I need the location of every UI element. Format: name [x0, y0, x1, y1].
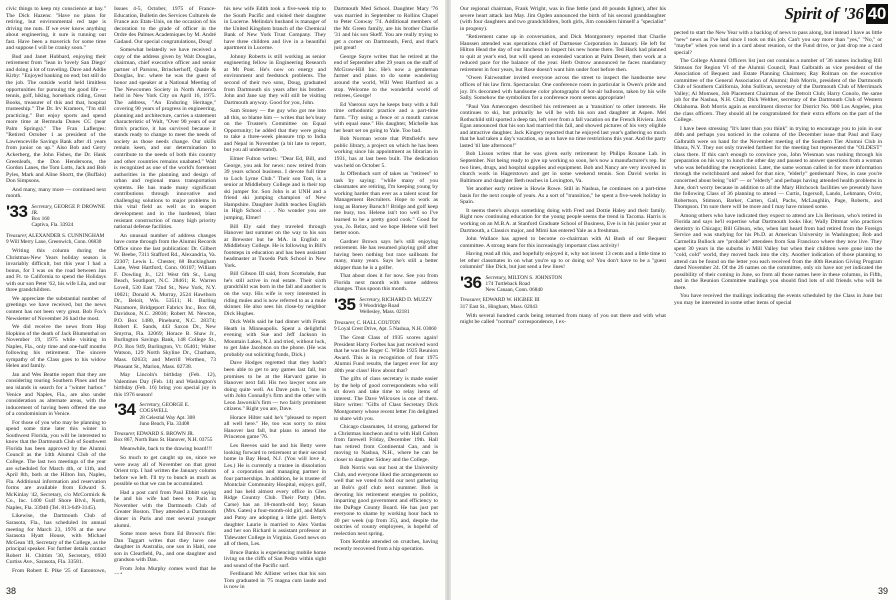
class-year: '34: [114, 400, 136, 420]
paragraph: We appreciate the substantial number of greetings we have received, but the news content has not been very great. Bob Fox's Newsletter of November 26 had the most.: [6, 295, 106, 322]
secretary-address-1: 174 Turtleback Road: [485, 280, 530, 287]
secretary-address-2: New Canaan, Conn. 06840: [485, 287, 543, 294]
paragraph: I have been stressing "It's later than you think" in trying to encourage you to join in our 40th and perhaps you noticed in the column of the December issue that Paul and Easy Galbraith were on hand for the November meeting of the Southern Tier Alumni Club in Ithaca, N.Y. They not only traveled farthest for the meeting but represented the "OLDEST" class there. If this can't enough to convince you, John Wiesman was rushing through his preparation on his way to lunch the other day and paused to answer questions from a woman who was befuddling the receptionist. Later, the same woman called in for more information through the switchboard and asked for that nice, "elderly" gentleman! Now, in case you're concerned about being "old" — or "elderly" and perhaps having attended health problems in June, don't worry because in addition to all the Mary Hitchcock facilities we presently have the following Class of 36 planning to attend — Curtis, Ingersoll, Lando, Lehmann, Ovitz, Robertson, Stimson, Barker, Carten, Gall, Pachs, McLaughlin, Page, Roberts, and Thompson. I'm sure there will be more and I may have missed some.: [674, 125, 882, 211]
treasurer-info: [460, 297, 666, 309]
left-column-4: [334, 6, 438, 594]
class-year: '36: [460, 272, 482, 292]
class-year: '33: [6, 201, 28, 221]
secretary-address-1: Box 160: [31, 216, 50, 223]
class-heading-1933: [6, 201, 106, 229]
paragraph: Bud and Janet Hubbard, enjoying their retirement from "lean in 'lovely San Diego' and doing a lot of traveling. Dave and Addie Kirby: "Enjoyed banking no end; but still do the job. The outside world held limitless opportunities for pursuing the good life — tennis, golf, hiking, horseback riding, Great Books, treasurer of this and that, hospital trusteeship." The Dr. Irv Kramers, "I'm still practicing." But enjoy sports and spend more time at Bermuda Dunes CC (near Palm Springs)." The Fran Laflerges: "Retired October 1 as president of the Lawrenceville Savings Bank after 41 years from junior on up." Also Bob and Gerry Ackerberg, the John Fishes, the Dr. Hank Greenleafs, the Don Hendersons, the Gordon Lanes, the Tom Lotts, Jack and Bob Pyles, Mark and Aline Shortt, the (Buffalo) Don Simpsons.: [6, 53, 106, 185]
paragraph: Had a post card from Paul Ebbitt saying he and his wife had been to Paris in November with the Dartmouth Club of Greater Boston. They attended a Dartmouth dinner in Paris and met several younger alumni.: [114, 489, 216, 529]
paragraph: It seems there's always something doing with Fred and Dottie Haley and their family. Right now continuing education for the young people seems the trend in Tacoma. Harris is working on an M.B.A. at Stanford Graduate School of Business, Eve is in his junior year at Dartmouth, a Classics major, and Mimi has entered Yale as a freshman.: [460, 207, 666, 234]
treasurer-name: ALEXANDER S. CUNNINGHAM: [28, 232, 105, 239]
paragraph: Sam Stoney — the guy who got me into all this, so blame him — writes that he's busy on the Trustee's Committee on Equal Opportunity; he added that they were going to take a three-week pleasure trip to India and Nepal in November (a bit late to report, but you all understand).: [224, 108, 326, 154]
paragraph: With several hundred cards being returned from many of you out there and with what might be called "normal" correspondence, I ex-: [460, 312, 666, 326]
paragraph: Ed Vaeroux says he keeps busy with a full time orthodontic practice and a part-time farm. "Try using a fence or a mouth canvas with equal ease." His daughter, Michelle has her heart set on going to Yale. Too bad.: [334, 101, 438, 134]
paragraph: "Retirement came up in conversation, and Dick Montgomery reported that Charlie Hanssen attended was operations chief of Dartnesse Corporation in January. He left for Hilton Head the day of our luncheon to inspect his new home there. Ted Hack had planned to quit at year's end, but will spend an extended vacation at Palm Desert, then work at a reduced pace for the balance of the year. Herb Ostrow announced he faces mandatory retirement in four years, but Rose doesn't want him under foot before then.: [460, 34, 666, 73]
paragraph: Having read all this, and hopefully enjoyed it, why not invest 13 cents and a little time to let other classmates in on what you're up to or doing so? You don't have to be a "guest columnist" like Dick, but just send a few lines!: [460, 251, 666, 271]
paragraph: Jan and Wes Beattie report that they are considering touring Southern Pines and the sea islands in search for a "winter harbor." Venice and Naples, Fla., are also under consideration as alternate areas, with the inducement of having been offered the use of a condominium in Venice.: [6, 371, 106, 418]
treasurer-address: 9 Loyal Crest Drive, Apt. 5 Nashua, N.H. 03060: [334, 325, 437, 332]
secretary-label: Secretary,: [485, 274, 507, 281]
treasurer-info: [334, 320, 438, 332]
treasurer-info: [6, 233, 106, 245]
paragraph: The Great Class of 1935 scores again! President Harry Forbes has just received word that he was the Roger C. Wilde 1925 Reunion Award. This is in recognition of four 1975 Alumni Fund results, the largest ever for any 40th year class! How about that?: [334, 334, 438, 374]
treasurer-label: Treasurer,: [460, 297, 482, 304]
paragraph: Dartmouth Med School. Daughter Mary '76 was married in September to Rollins Chapel to Peter Conway '74. Additional members of the Mc Green family, are his brother Charlie '31 and his son Skeff. You are really trying to get a corner on Dartmouth, Ferd, and that's just great!: [334, 6, 438, 52]
treasurer-name: C. HALL COUTON: [356, 319, 400, 326]
paragraph: Dick Wells said he had dinner with Frank Heath in Minneapolis. Spent a delightful evening with Sue and Jeff Jackson in Mountain Lakes, N.J. and tried, without luck, to get Jake Jacobson on the phone. (He was probably out soliciting funds, Dick.): [224, 319, 326, 358]
secretary-label: Secretary,: [31, 203, 53, 210]
paragraph: Elmer Fulton writes: "Dear Ed, Bill, and George, you ask for news: now retired from 39 years school business. I devote full time to Loch Lyme Club." Their son Tom, is a senior at Middlebury College and is their top ski jumper for. Son John is at UNH and a friend ski jumping champion of New Hampshire. Daughter Judith teaches English in High School . . . No wonder you are jumping, Elmer!: [224, 156, 326, 221]
paragraph: Bob Norris was our host at the University Club, and everyone liked the arrangements so well that we voted to hold our next gathering at Bob's golf club next summer. Bob is devoting his retirement energies to politics, imparting good government and efficiency to the DuPage County Board. He has just put everyone to shame by working hour back to 40 per week (up from 35), and, despite the outcries of county employees, is hopeful of reelection next spring.: [334, 465, 438, 537]
paragraph: Les Reeves said he and his Betty were looking forward to retirement at their second home in Bay Head, N.J. (You will love it, Les.) He is currently a trustee in dissolution of a corporation and managing partner in four partnerships. In addition, he is trustee of Montclair Community Hospital, enjoys golf, and has held almost every office in Glen Ridge Country Club. Their Patty (Mrs. Carse) has an 18-month-old boy; Susan (Mrs. Gates) a four-month-old girl, and Mark and Patsy are adopting a little girl. Betty's daughter Laurie is married to Alex Vardas and her son Richard is assistant professor at Tidewater College in Virginia. Good news on all of them, Les.: [224, 443, 326, 548]
paragraph: Likewise, the Dartmouth Club of Sarasota, Fla., has scheduled its annual meeting for March 23, 1976 at the new Sarasota Hyatt House, with Michael McGean '49, Secretary of the College, as the principal speaker. For further details contact Robert H. Chittim '30, Secretary, 6930 Curtiss Ave., Sarasota, Fla. 33581.: [6, 513, 106, 566]
page-number-left: 38: [6, 586, 17, 596]
right-page: [448, 0, 896, 600]
paragraph: And many, many more — continued next month.: [6, 186, 106, 200]
class-year: '35: [334, 294, 356, 314]
treasurer-address: 317 East St., Hingham, Mass. 02043: [460, 303, 538, 310]
secretary-info: [359, 297, 432, 316]
paragraph: his new wife Edith took a five-week trip to the South Pacific and visited their daughter in Lucerne. Melinda's husband is manager of the United Kingdom branch of the Chemical Bank of New York Trust Company. They have three children and live in a beautiful apartment in Lucerne.: [224, 6, 326, 52]
paragraph: You have received the mailings indicating the events scheduled by the Class in June but you may be interested in some other items of special: [674, 293, 882, 306]
paragraph: Bill Gibson III said, from Scottsdale, that he's still active in real estate. Their sixth grandchild was born in the fall and another is on the way. His wife is very interested in riding mules and is now referred to as a mule skinner. He also sees his close-by neighbor Dick Hughes.: [224, 271, 326, 317]
paragraph: We did receive the news from Hop Hopkins of the death of Jack Blumenthal on November 19, 1975 while visiting in Naples, Fla., only time and one-half months following his retirement. The sincere sympathy of the Class goes to his widow Helen and family.: [6, 324, 106, 370]
treasurer-name: EDWARD S. BROWN JR.: [136, 431, 195, 438]
paragraph: Ja Offenbach sort of takes us "retirees" to task by saying: "while many of you classmates are retiring, I'm keeping young by working harder than ever as a talent scout for Management Recruiters. Hope to work as long as Barney Baruch!! Bridge and golf keep me busy, too. Helene isn't too well so I've learned to be a pretty good cook." Good for you, Jo. Relax, and we hope Helene will feel better soon.: [334, 171, 438, 237]
paragraph: The College Alumni Officers list just out contains a number of '36 names including Bill Stimson for Region VI of the Alumni Council, Paul Galbraith as vice president of the Association of Bequest and Estate Planning Chairmen; Ray Rolman on the executive committee of the General Association of Alumni; Bob Morris, president of the Dartmouth Club of Southern California, John Sullivan, secretary of the Dartmouth Club of Merrimack Valley; Al Momsen, Job Placement Chairman of the Detroit Club; Harry Conolo, the same job for the Nashua, N.H. Club; Dick Welther, secretary of the Dartmouth Club of Western Oklahoma. Bob Morris again as enrollment director for District No. 900 Los Angeles, plus the class officers. They should all be congratulated for their extra efforts on the part of the College.: [674, 58, 882, 124]
paragraph: From Robert E. Pike '25 of Eatontown,: [12, 567, 106, 574]
treasurer-label: Treasurer,: [114, 431, 136, 438]
paragraph: Meanwhile, back to the drawing board!!!: [120, 446, 212, 453]
paragraph: May Lincoln's birthday (Feb. 12), Valentines Day (Feb. 14) and Washington's birthday (Feb. 16) bring you special joy in this 1976 season!: [114, 372, 216, 398]
paragraph: Our regional chairman, Frank Wright, was in fine fettle (and 40 pounds lighter), after his severe heart attack last May. Jim Ogden announced the birth of his second granddaughter (with four daughters and two grandchildren, both girls, Jim considers himself a "specialist" in progeny).: [460, 6, 666, 32]
paragraph: Some more news from Ed Brown's file: Dan Taggart writes that they have one daughter in Australia, one son in Haiti, one son in Clearfield, Pa., and one daughter and grandson with Dan.: [114, 531, 216, 564]
class-heading-1935: [334, 294, 438, 316]
masthead-40-badge: 40: [867, 4, 886, 23]
right-column-2: [674, 30, 882, 590]
right-column-1: [460, 6, 666, 592]
paragraph: Dave Hodges regretted that they hadn't been able to get to any games last fall, but promises to be at the Harvard game in Hanover next fall. His two lawyer sons are doing quite well. As Dave puts it, "one is with John Connally's firm and the other with Leon Jaworski's firm — two fairly prominent citizens." Right you are, Dave.: [224, 360, 326, 413]
secretary-info: [139, 402, 216, 427]
paragraph: Bill Ely said they traveled through Hanover last summer on the way to his son at Brewster but he MA. in English at Middlebury College. He is following in Bill's footsteps in education and has been assistant headmaster at Tuxedo Park School in New York.: [224, 223, 326, 269]
paragraph: The gifts of class secretary is made easier by the help of good correspondents who will sit down and take time to relay items of interest. The Dave Wilcoxes is one of them. Harv writes: "Gifts of Class Secretary Dick Montgomery whose recent letter I'm delighted to share with you.: [334, 376, 438, 422]
secretary-label: Secretary,: [139, 402, 161, 409]
treasurer-name: EDWARD W. HIGBEE III: [482, 297, 540, 304]
treasurer-address: 9 Will Merry Lane, Greenwich, Conn. 06830: [6, 238, 102, 245]
paragraph: Bruce Banks is experiencing mobile home living on the cliffs of San Pedro within sight and sound of the Pacific surf.: [224, 549, 326, 569]
paragraph: That about does it for now. See you from Florida next month with some address changes. Thus spoon this month.: [334, 273, 438, 293]
secretary-name: RICHARD D. MUZZY: [381, 296, 433, 303]
paragraph: pected to start the New Year with a backlog of news to pass along, but instead I have as little "new" news as I've had since I took on this job. Can't you say more than "yes," "No," or "maybe" when you send in a card about reunion, or the Fund drive, or just drop me a card special?: [674, 30, 882, 56]
paragraph: "Paul Van Amerongen described his retirement as a 'transition' to other interests. He continues to ski, but primarily he will be with his son and daughter at Aspen. Mel Rothschild still sported a deep tan, left over from a fall vacation on the French Riviera. Jack Egan announced that his son had married this fall, and showed pictures of his very eligible and attractive daughter. Jack Kingery reported that he enjoyed last year's gathering so much that he had taken a day's vacation, so as to have no time restrictions this year. And the party lasted 'til late afternoon!": [460, 103, 666, 149]
secretary-info: [485, 275, 562, 294]
secretary-address-1: 9 Woodridge Road: [359, 303, 400, 310]
secretary-address-2: Wellesley, Mass. 02181: [359, 309, 410, 316]
secretary-address-2: Captiva, Fla. 33924: [31, 222, 74, 229]
paragraph: Bob Lisson writes that he was given early retirement by Philips Roxane Lab. in September. Not being ready to give up working so soon, he's now a manufacturer's rep. for two lines, drugs, and hospital supplies and equipment. Bob and Nancy are very involved in church work in Hagerstown and get in some weekend tennis. Son David works in Baltimore and daughter Beth teaches in Lexington, Va.: [460, 151, 666, 184]
paragraph: Chicago classmates, 14 strong, gathered for a Christmas luncheon and to with Hall Colton from farewell Friday, December 19th. Hall has retired from Continental Can, and is moving to Nashua, N.H., where he can be closer to daughter Sidney and the College.: [334, 424, 438, 463]
left-column-2: [114, 6, 216, 574]
secretary-name: MILTON S. JOHNSTON: [507, 274, 563, 281]
paragraph: Gardner Brown says he's still enjoying retirement. He has resumed playing golf after having been nothing but race sailboats for many, many years. Says he's still a better skipper than he is a golfer.: [334, 238, 438, 271]
secretary-label: Secretary,: [359, 296, 381, 303]
paragraph: Yet another early retiree is Howie Rowe. Still in Nashua, he continues on a part-time basis for the next couple of years. As a sort of "transition," he spent a five-week holiday in Spain.: [460, 186, 666, 206]
paragraph: Among others who have indicated they expect to attend are Lis Berisson, who's retired in Florida and says he'll expertise what Dartmouth looks like; Wally Dittmar who practices dentistry in Chicago; Bill Gibson, who, when last heard from had retired from the Foreign Service and was studying for his Ph.D. at American University in Washington; Bob and Carmelita Bullock are "probable" attendees from San Francisco where they now live. They spent 30 years in the suburbs in Mill Valley but when their children were gone into the "cold, cold" world, they moved back into the city. Another indication of those planning to attend can be found on the letter you each received from the 40th Reunion Giving Program dated November 24. Of the 26 names on the committee, only six have not yet indicated the possibility of their coming in June, so from all those names here in these columns, in Fifth, and in the Reunion Committee mailings you should find lots of old friends who will be there.: [674, 212, 882, 291]
class-heading-1936: [460, 272, 666, 294]
paragraph: John Wallace has agreed to become co-chairman with Al Bush of our Bequest committee. A strong team for this increasingly important class activity!: [460, 236, 666, 249]
left-column-1: [6, 6, 106, 574]
paragraph: Writing this column during the Christmas-New Years holiday season is invariably difficult, but this year I had a bonus, for I was on the road between Jan and Ft. to California to spend the Holidays with our son Peter '62, his wife Lila, and our three grandchildren.: [6, 248, 106, 294]
paragraph: For those of you who may be planning to spend some time later this winter in Southwest Florida, you will be interested to know that the Dartmouth Club of Southwest Florida has been approved by the Alumni Council as the 14th Alumni Club of the College. The last two meetings of the year are scheduled for March 4th, or 11th, and April 8th, both at the Hilton Inn, Naples, Fla. Additional information and reservation forms are available from Edward S. McKinlay '42, Secretary, c/o McCormick & Co., Inc. 1400 Gulf Shore Blvd., North, Naples, Fla. 33940 (Tel. 813-649-3145).: [6, 419, 106, 511]
left-column-3: [224, 6, 326, 594]
secretary-name: GEORGE E. COGSWELL: [139, 402, 190, 415]
paragraph: Ferdinand Mc Allister writes that his son Tom graduated in '75 magna cum laude and is now in: [224, 571, 326, 591]
paragraph: So much to get caught up on, since we were away all of November on that great Orient trip. I had written the January column before we left. I'll try to bunch as much as possible so that we can be accumulated.: [114, 455, 216, 488]
treasurer-label: Treasurer,: [334, 319, 356, 326]
treasurer-address: Box 867, North Bass St. Hanover, N.H. 03755: [114, 437, 213, 444]
paragraph: Bob Norman wrote that Pittsfield's new public library, a project on which he has been working since his appointment as librarian in 1931, has at last been built. The dedication was held on October 5.: [334, 136, 438, 169]
paragraph: An unusual number of address changes have come through from the Alumni Records Office since the last publication: Dr. Gilbert W. Beebe, 7311 Stafford Rd., Alexandria, Va. 22307; Lewis L. Chester, 68 Buckingham Lane, West Hartford, Conn. 06107; William F. Dowling Jr., 121 West 6th St., Long Beach, Southport, N.C. 28461; R. Warren Lovell, 530 East 72nd St., New York, N.Y. 10021; Donald A. Murray, 2524 Hawthorn Dr., Beloit, Wis. 53511; H. Burling Naramore, Bridgeport Fabrics Inc., Box 68, Davidson, N.C. 28036; Robert M. Newton, P.O. Box 1480, Pinehurst, N.C. 28374; Robert E. Sands, 443 Saxon Dr., New Smyrna, Fla. 32069; Horace B. Shaw Jr., Burlington Savings Bank, 148 College St., P.O. Box 949, Burlington, Vt. 05401; Walter Watson, 129 North Skyline Dr., Chatham, Mass. 02633; and Merrill Worthen, 73 Pleasant St., Marion, Mass. 02738.: [114, 232, 216, 370]
paragraph: George Sayre writes that he retired at the end of September after 29 years on the staff of McGraw-Hill Inc. He's now a gentleman farmer and plans to do some wandering around the world, Will West Hartford as a stop. Welcome to the wonderful world of retirees, George!: [334, 53, 438, 100]
treasurer-info: [114, 431, 216, 443]
page-number-right: 39: [877, 586, 888, 596]
column-masthead: [784, 4, 888, 24]
masthead-title: Spirit of '36: [784, 4, 864, 23]
paragraph: Horace Hilter said he's "pleased to report all well here." He, too was sorry to miss Hanover last fall, but plans to attend the Princeton game '76.: [224, 414, 326, 441]
paragraph: Somewhat belatedly we have received a copy of the address given by Walt Douglas, chairman, chief executive officer and senior partner of Parsons, Brinckerhoff, Quade & Douglas, Inc. where he was the guest of honor and speaker at a National Meeting of The Newcomen Society in North America held in New York City on April 16, 1975. The address, "An Enduring Heritage," covering 90 years of progress in engineering, planning and architecture, carries a statement characteristic of Walt, "Over 90 years of our firm's practice, it has survived because it stands ready to change to meet the needs of society as those needs change. Our skills remain keen, and our determination to contribute to the needs of both this country and other countries remains unabated." Walt is recognized as one of the world's foremost authorities in the planning and design of urban and regional mass transportation systems. He has made many significant contributions through innovative and challenging solutions to major problems in this vital field as well as in seaport development and in the hardened, blast resistant construction of many high priority national defense facilities.: [114, 47, 216, 231]
paragraph: From John Murphy comes word that he: [120, 565, 216, 572]
paragraph: "Owen Fairweather invited everyone across the street to inspect the handsome new offices of his law firm. Spectacular. One conference room in particular is Owen's pride and joy. It's decorated with handsome color photographs of hot-air balloons, taken by his wife Sally. Somehow the symbolism for a conference room seems appropriate!: [460, 75, 666, 102]
secretary-info: [31, 204, 106, 229]
paragraph: Johnny Roberts is still working as senior engineering fellow in Engineering Research at Mt Pont. He's now on energy and environment and feedstock problems. The second of their two sons, Doug, graduated from Dartmouth six years after his brother. John and Jane say they will still be visiting Dartmouth anyway. Good for you, John.: [224, 53, 326, 106]
paragraph: Issues 4-5, October, 1975 of France-Education, Bulletin des Services Culturels de France aux Etats-Unis, on the occasion of his decoration to the grade of officer in the Ordre des Palmes Academiques by M. André Gadaud. Our special congratulations, Doug!: [114, 6, 216, 45]
secretary-address-2: Juno Beach, Fla. 33408: [139, 420, 190, 427]
secretary-address-1: 28 Celestial Way Apt. 308: [139, 414, 195, 421]
class-heading-1934: [114, 402, 216, 427]
secretary-name: GEORGE P. DROWNE JR.: [31, 203, 105, 217]
paragraph: civic things to keep my conscience at bay." The Dick Hazens: "Have no plans for retiring, but environmental red tape is driving me nuts. If we ever know anything about engineering, it sure is running out fast. Have been a maverick for some time and suppose I will be cranky soon.": [6, 6, 106, 52]
treasurer-label: Treasurer,: [6, 232, 28, 239]
paragraph: Tom Kemble attended on crutches, having recently recovered from a hip operation.: [334, 539, 438, 552]
